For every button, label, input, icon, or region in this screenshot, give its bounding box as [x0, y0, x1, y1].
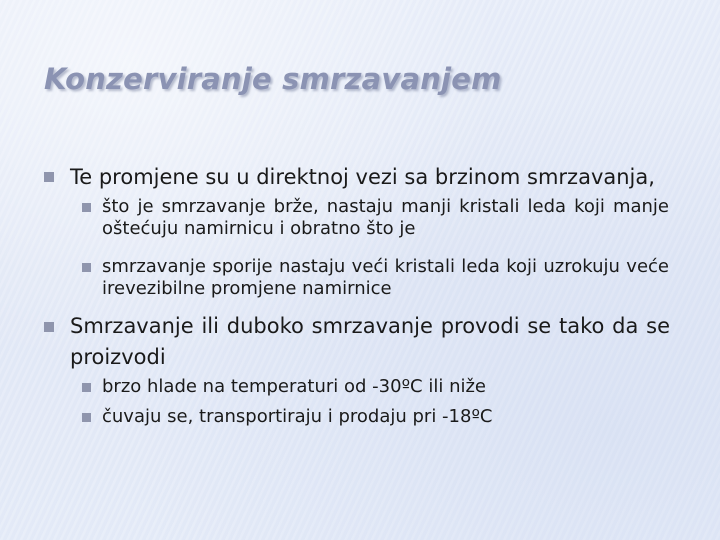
slide-title: Konzerviranje smrzavanjem	[44, 62, 502, 96]
square-bullet-icon	[44, 322, 54, 332]
bullet-2-text: Smrzavanje ili duboko smrzavanje provodi se tako da se proizvodi	[70, 314, 670, 369]
square-bullet-icon	[82, 413, 91, 422]
bullet-1-sub-2-text: smrzavanje sporije nastaju veći kristali leda koji uzrokuju veće irevezibilne promjene namirnice	[102, 256, 669, 299]
square-bullet-icon	[82, 263, 91, 272]
bullet-1-text: Te promjene su u direktnoj vezi sa brzinom smrzavanja,	[70, 165, 655, 189]
bullet-2-sub-2-text: čuvaju se, transportiraju i prodaju pri -18ºC	[102, 406, 493, 427]
square-bullet-icon	[44, 172, 54, 182]
bullet-2-sub-1-text: brzo hlade na temperaturi od -30ºC ili niže	[102, 376, 487, 397]
square-bullet-icon	[82, 203, 91, 212]
square-bullet-icon	[82, 383, 91, 392]
bullet-1-sub-1-text: što je smrzavanje brže, nastaju manji kristali leda koji manje oštećuju namirnicu i obratno što je	[102, 196, 669, 239]
